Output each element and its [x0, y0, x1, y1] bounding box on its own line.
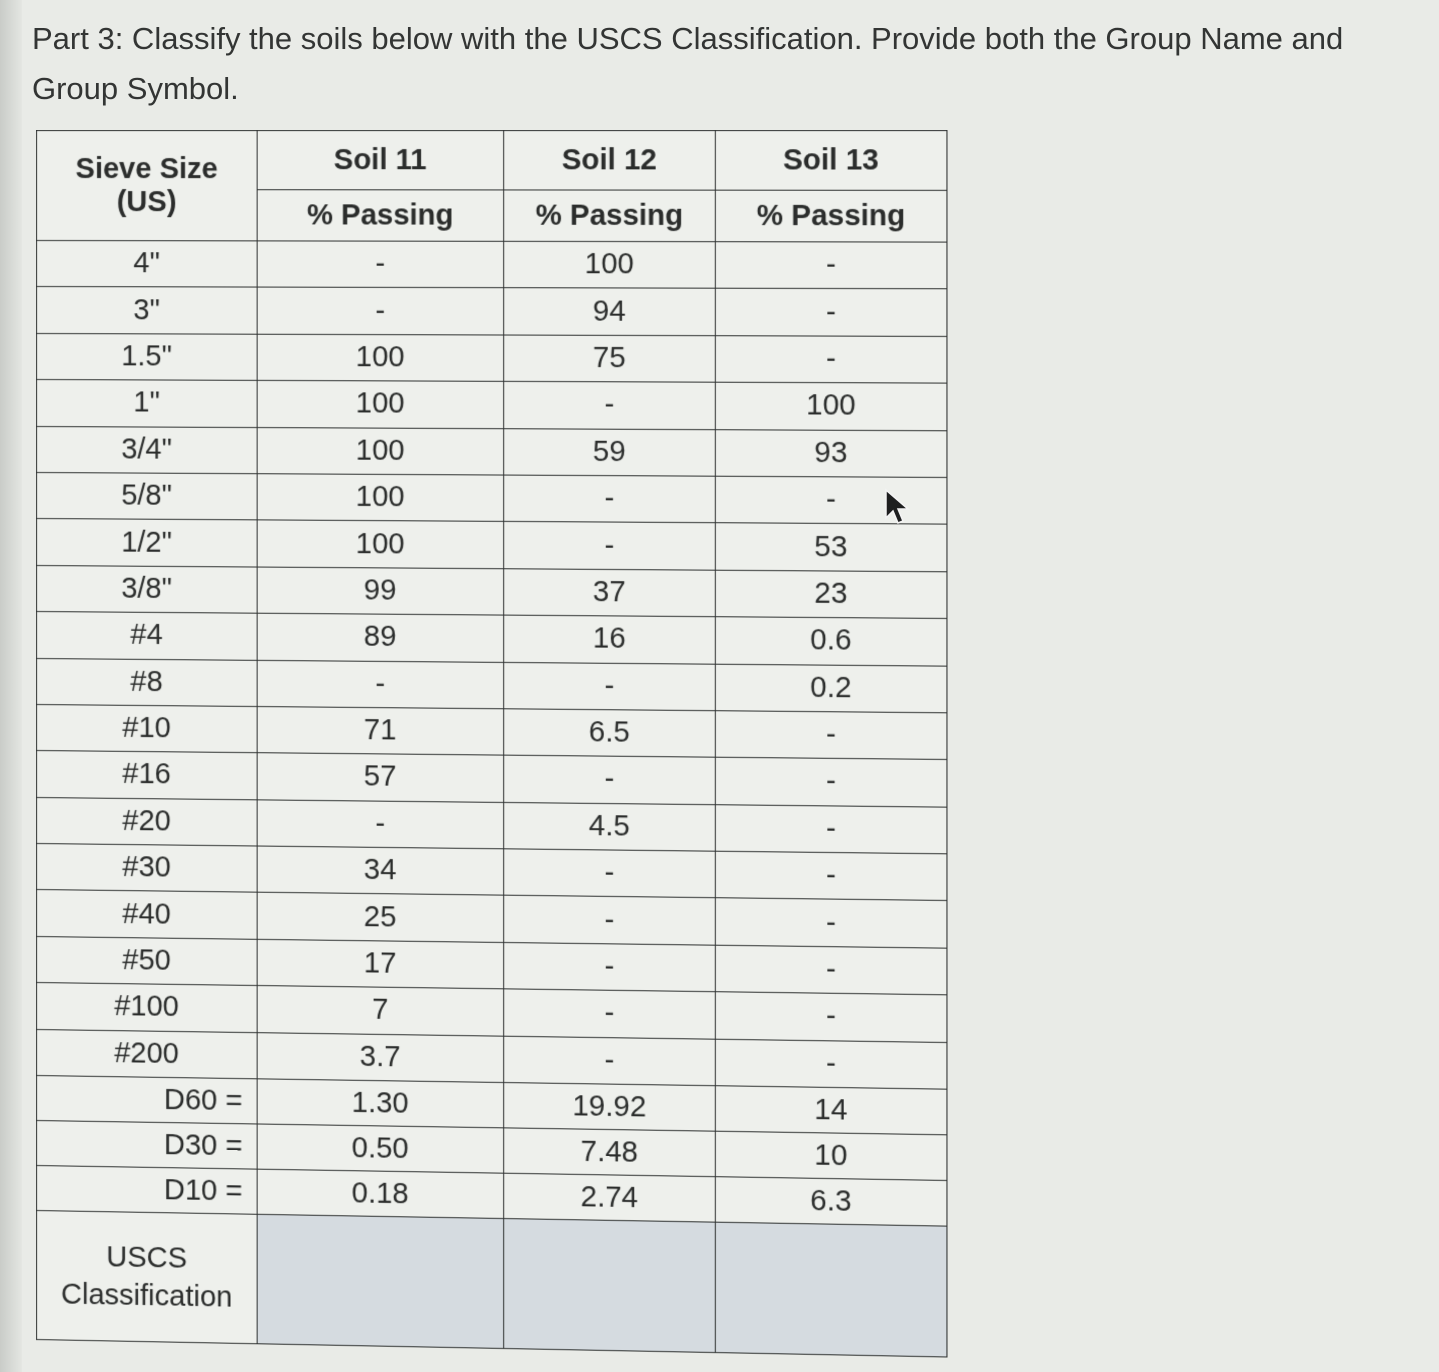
sieve-size-cell: #200	[36, 1029, 257, 1079]
percent-passing-cell: -	[504, 662, 716, 711]
question-prompt: Part 3: Classify the soils below with the USCS Classification. Provide both the Group Name and Group Symbol.	[32, 21, 1344, 106]
grain-size-label: D30 =	[36, 1121, 257, 1170]
grain-size-value: 10	[715, 1131, 947, 1180]
grain-size-value: 1.30	[257, 1079, 504, 1128]
percent-passing-cell: 0.2	[715, 664, 947, 713]
percent-passing-cell: -	[715, 945, 947, 995]
grain-size-value: 0.50	[257, 1124, 504, 1173]
uscs-classification-label	[36, 1211, 257, 1344]
percent-passing-cell: 23	[715, 570, 947, 619]
percent-passing-cell: -	[504, 896, 716, 945]
percent-passing-cell: 37	[504, 568, 716, 616]
percent-passing-cell: -	[715, 289, 947, 337]
uscs-label-line2: Classification	[61, 1278, 233, 1314]
grain-size-label: D60 =	[36, 1076, 257, 1124]
sieve-size-cell: 3/4"	[36, 426, 257, 474]
sieve-size-cell: 4"	[36, 241, 257, 288]
table-row	[36, 426, 946, 477]
percent-passing-cell: 25	[257, 893, 504, 943]
percent-passing-cell: 100	[715, 382, 947, 430]
percent-passing-cell: 100	[257, 334, 504, 382]
sieve-size-cell: #40	[36, 890, 257, 939]
percent-passing-cell: -	[715, 851, 947, 901]
percent-passing-cell: -	[504, 475, 716, 523]
percent-passing-cell: 17	[257, 939, 504, 989]
percent-passing-cell: 100	[257, 520, 504, 568]
soil-11-classification-answer-cell[interactable]	[257, 1214, 504, 1348]
percent-passing-cell: -	[715, 476, 947, 524]
percent-passing-cell: -	[715, 898, 947, 948]
sieve-size-cell: 3"	[36, 287, 257, 334]
percent-passing-cell: -	[715, 1039, 947, 1089]
sieve-size-cell: 1"	[36, 380, 257, 427]
percent-passing-cell: -	[715, 757, 947, 806]
percent-passing-cell: 59	[504, 428, 716, 476]
percent-passing-cell: -	[715, 711, 947, 760]
percent-passing-cell: 16	[504, 615, 716, 664]
grain-size-value: 7.48	[504, 1128, 716, 1177]
table-row	[36, 612, 946, 666]
table-row	[36, 565, 946, 618]
sieve-size-header	[36, 131, 257, 241]
sieve-size-cell: 1/2"	[36, 519, 257, 567]
percent-passing-cell: 100	[257, 427, 504, 475]
percent-passing-cell: 99	[257, 567, 504, 615]
percent-passing-cell: 93	[715, 429, 947, 477]
percent-passing-header: % Passing	[257, 190, 504, 242]
uscs-classification-row	[36, 1211, 946, 1357]
percent-passing-cell: 4.5	[504, 802, 716, 851]
table-row	[36, 241, 946, 290]
arrow-cursor-icon	[884, 488, 910, 528]
soil-12-header: Soil 12	[504, 131, 716, 191]
table-row	[36, 519, 946, 572]
percent-passing-cell: -	[504, 1036, 716, 1086]
percent-passing-cell: -	[504, 755, 716, 804]
sieve-analysis-table	[36, 130, 947, 1358]
sieve-size-cell: #10	[36, 704, 257, 753]
sieve-size-cell: #50	[36, 936, 257, 985]
percent-passing-cell: -	[504, 989, 716, 1039]
grain-size-label: D10 =	[36, 1166, 257, 1215]
grain-size-value: 19.92	[504, 1083, 716, 1132]
percent-passing-cell: -	[715, 335, 947, 383]
header-row-soils	[36, 131, 946, 191]
sieve-size-cell: 3/8"	[36, 565, 257, 613]
sieve-size-cell: #100	[36, 983, 257, 1033]
percent-passing-cell: 7	[257, 986, 504, 1036]
sieve-size-cell: #16	[36, 751, 257, 800]
table-row	[36, 287, 946, 336]
percent-passing-cell: 89	[257, 613, 504, 662]
percent-passing-cell: -	[257, 800, 504, 849]
percent-passing-cell: 6.5	[504, 709, 716, 758]
percent-passing-cell: -	[715, 992, 947, 1042]
percent-passing-cell: 100	[504, 241, 716, 288]
percent-passing-cell: 71	[257, 706, 504, 755]
table-row	[36, 380, 946, 431]
table-row	[36, 658, 946, 713]
sieve-size-cell: #8	[36, 658, 257, 706]
sieve-size-cell: 1.5"	[36, 333, 257, 380]
soil-13-header: Soil 13	[715, 131, 947, 191]
percent-passing-cell: -	[715, 804, 947, 854]
grain-size-value: 0.18	[257, 1169, 504, 1218]
percent-passing-cell: 53	[715, 523, 947, 571]
percent-passing-cell: -	[504, 522, 716, 570]
percent-passing-cell: -	[257, 241, 504, 288]
percent-passing-cell: -	[715, 242, 947, 289]
percent-passing-cell: 100	[257, 381, 504, 429]
screen-bezel-edge	[0, 0, 22, 1372]
percent-passing-cell: 34	[257, 846, 504, 896]
grain-size-value: 2.74	[504, 1173, 716, 1222]
sieve-size-cell: #4	[36, 612, 257, 660]
soil-11-header: Soil 11	[257, 131, 504, 190]
percent-passing-cell: 75	[504, 335, 716, 383]
sieve-size-header-line2: (US)	[116, 185, 177, 218]
percent-passing-header: % Passing	[504, 190, 716, 242]
percent-passing-header: % Passing	[715, 190, 947, 242]
percent-passing-cell: 100	[257, 474, 504, 522]
sieve-size-cell: #20	[36, 797, 257, 846]
soil-12-classification-answer-cell[interactable]	[504, 1219, 716, 1353]
table-row	[36, 333, 946, 383]
grain-size-value: 6.3	[715, 1177, 947, 1226]
percent-passing-cell: -	[504, 382, 716, 430]
sieve-size-cell: #30	[36, 844, 257, 893]
soil-13-classification-answer-cell[interactable]	[715, 1222, 947, 1357]
percent-passing-cell: 3.7	[257, 1032, 504, 1082]
sieve-size-cell: 5/8"	[36, 472, 257, 520]
grain-size-value: 14	[715, 1086, 947, 1135]
uscs-label-line1: USCS	[106, 1241, 188, 1275]
percent-passing-cell: 57	[257, 753, 504, 802]
percent-passing-cell: -	[504, 849, 716, 898]
percent-passing-cell: 94	[504, 288, 716, 335]
percent-passing-cell: -	[504, 942, 716, 992]
percent-passing-cell: 0.6	[715, 617, 947, 666]
table-row	[36, 472, 946, 524]
sieve-size-header-line1: Sieve Size	[75, 152, 218, 185]
percent-passing-cell: -	[257, 660, 504, 709]
percent-passing-cell: -	[257, 287, 504, 334]
